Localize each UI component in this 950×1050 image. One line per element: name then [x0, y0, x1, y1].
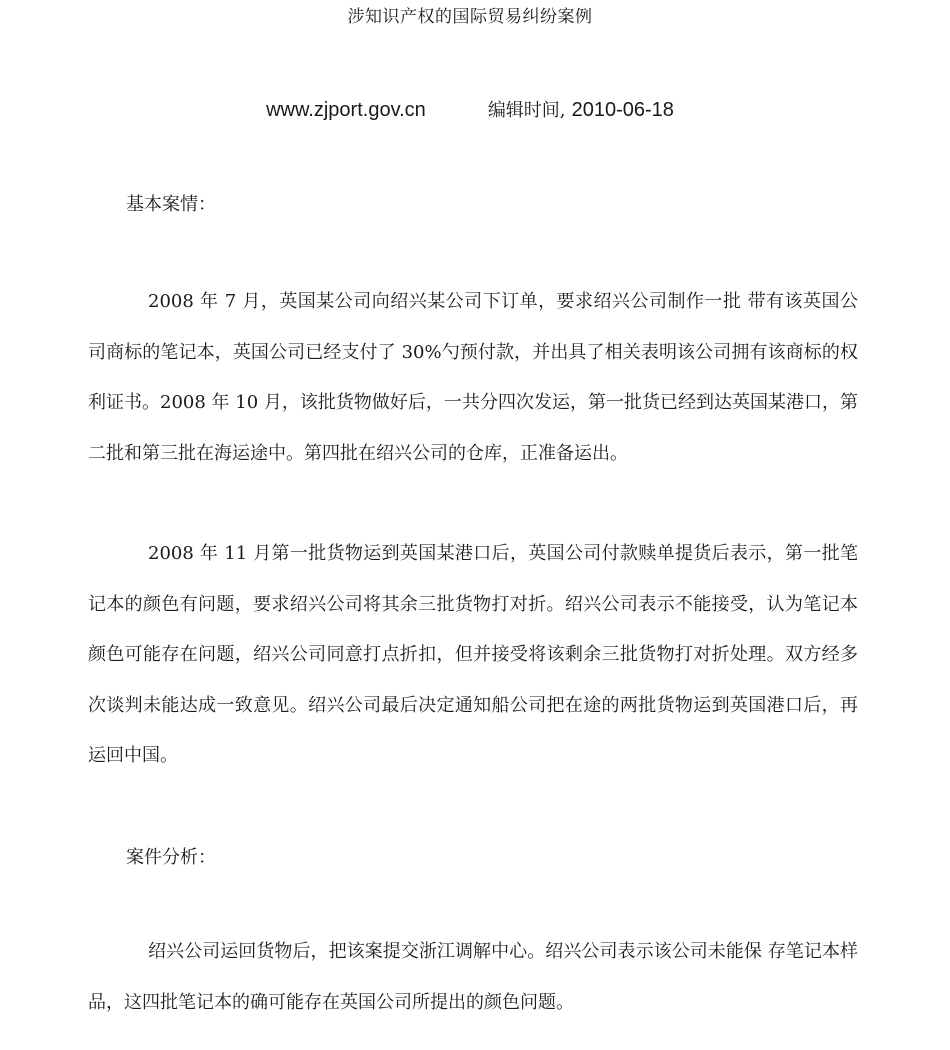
section-heading-basic-facts: 基本案情：: [126, 194, 216, 215]
paragraph-basic-facts-2: 2008 年 11 月第一批货物运到英国某港口后，英国公司付款赎单提货后表示，第一批笔记本的颜色有问题，要求绍兴公司将其余三批货物打对折。绍兴公司表示不能接受，认为笔记本颜色可能存在问题，绍兴公司同意打点折扣，但并接受将该剩余三批货物打对折处理。双方经多次谈判未能达成一致意见。绍兴公司最后决定通知船公司把在途的两批货物运到英国港口后，再运回中国。: [88, 543, 858, 766]
document-title: 涉知识产权的国际贸易纠纷案例: [347, 7, 593, 27]
source-url: www.zjport.gov.cn: [266, 99, 426, 121]
paragraph-basic-facts-1: 2008 年 7 月，英国某公司向绍兴某公司下订单，要求绍兴公司制作一批 带有该英国公司商标的笔记本，英国公司已经支付了 30%勺预付款，并出具了相关表明该公司拥有该商标的权利证书。2008 年 10 月，该批货物做好后，一共分四次发运，第一批货已经到达英国某港口，第二批和第三批在海运途中。第四批在绍兴公司的仓库，正准备运出。: [88, 291, 858, 464]
edit-time-label: 编辑时间,: [487, 100, 566, 121]
section-heading-case-analysis: 案件分析：: [126, 847, 216, 868]
paragraph-case-analysis-1: 绍兴公司运回货物后，把该案提交浙江调解中心。绍兴公司表示该公司未能保 存笔记本样品，这四批笔记本的确可能存在英国公司所提出的颜色问题。: [88, 941, 858, 1013]
document-meta: [0, 96, 940, 122]
edit-date: 2010-06-18: [571, 99, 674, 121]
